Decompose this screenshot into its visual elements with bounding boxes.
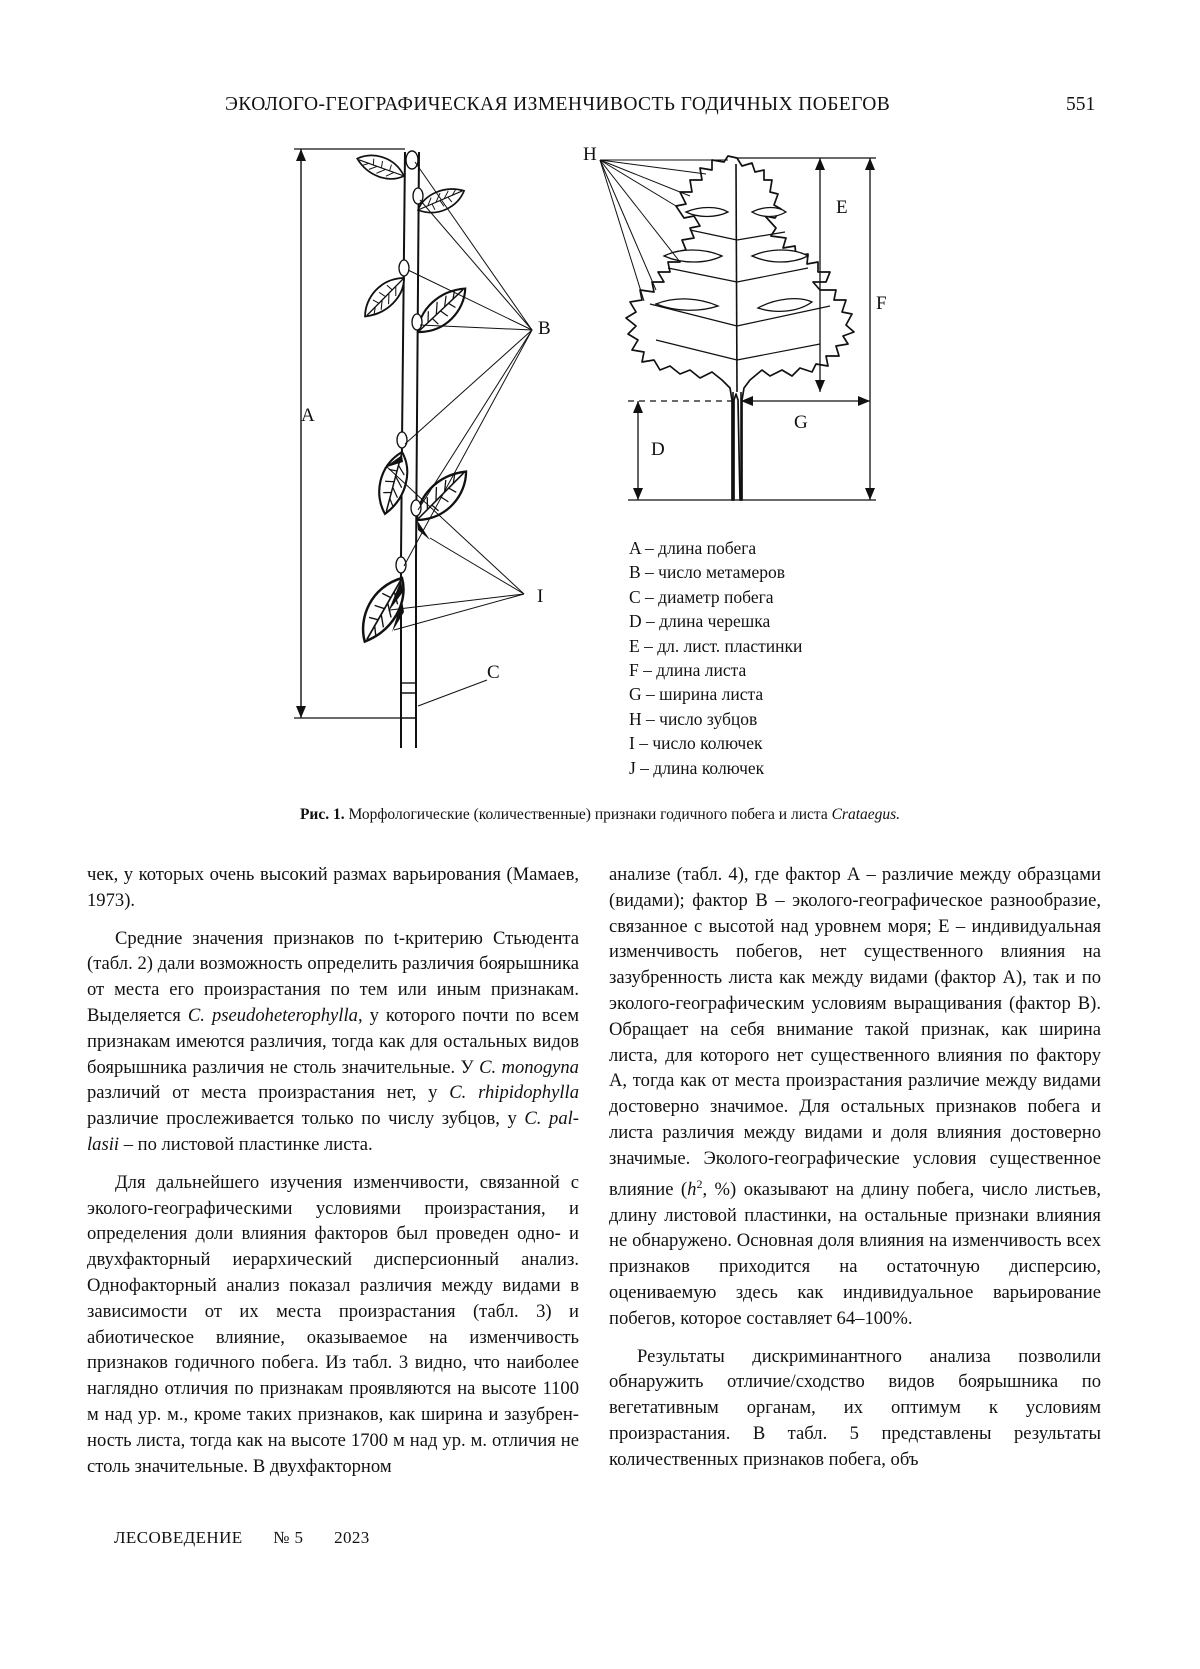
legend-item: D – длина черешка [629, 611, 771, 632]
figure-caption [0, 806, 1200, 824]
publication-year: 2023 [334, 1528, 370, 1547]
legend-item: J – длина колючек [629, 757, 765, 778]
label-g: G [794, 412, 808, 433]
text-run: анализе (табл. 4), где фактор А – различие между образцами (видами); фактор В – эколого-географическое разнообразие, связанное с высотой над уровнем моря; Е – индивидуальная изменчивость побегов, нет существенного влияния на зазубренность листа как между видами (фактор А), так и по эколого-географическим условиям выращивания (фактор В). Обращает на себя внимание такой признак, как ширина листа, для которого нет существенного влияния по фактору А, тогда как от места произрастания различие между видами достоверно значимое. Для остальных признаков побега и листа различия между видами и доля влияния достоверно значимые. Эколого-географические условия существенное влияние ( [609, 864, 1101, 1200]
paragraph: чек, у которых очень высокий размах варьирования (Мамаев, 1973). [87, 864, 579, 911]
caption-genus: Crataegus. [831, 806, 901, 823]
paragraph [87, 926, 579, 1158]
label-d: D [651, 439, 665, 460]
page-footer [114, 1528, 396, 1548]
legend-item: C – диаметр побега [629, 586, 774, 607]
paragraph [609, 862, 1101, 1332]
label-h: H [583, 144, 597, 165]
heritability-symbol: h [687, 1178, 697, 1200]
running-title: ЭКОЛОГО-ГЕОГРАФИЧЕСКАЯ ИЗМЕНЧИВОСТЬ ГОДИЧНЫХ ПОБЕГОВ [225, 94, 891, 115]
shoot-length-dimension [294, 149, 405, 718]
species-name: C. pallasii [87, 1108, 579, 1155]
text-run: различие прослеживается только по числу зубцов, у [87, 1108, 517, 1130]
figure-legend [629, 536, 802, 780]
text-column-left [87, 862, 579, 1491]
text-run: – по листовой пластинке листа. [123, 1133, 373, 1155]
label-e: E [836, 197, 848, 218]
label-b: B [538, 318, 551, 339]
journal-name: ЛЕСОВЕДЕНИЕ [114, 1528, 243, 1547]
superscript: 2 [696, 1176, 703, 1191]
legend-item: E – дл. лист. пластинки [629, 635, 803, 656]
text-column-right [609, 862, 1101, 1485]
caption-label: Рис. 1. [299, 806, 345, 823]
page-number: 551 [1066, 94, 1096, 115]
species-name: C. pseudoheterophylla [187, 1004, 358, 1026]
species-name: C. monogyna [479, 1056, 579, 1078]
label-a: A [301, 405, 315, 426]
text-run: различий от места произрастания нет, у [87, 1082, 438, 1104]
paragraph: Результаты дискриминантного анализа позволили обнаружить отличие/сходство видов боярышника по вегетативным органам, их оптимум к условиям произрастания. В табл. 5 представлены результаты количественных признаков побега, объ [609, 1345, 1101, 1470]
legend-item: I – число колючек [629, 733, 763, 754]
issue-number: № 5 [273, 1528, 304, 1547]
legend-item: G – ширина листа [629, 684, 764, 705]
legend-item: H – число зубцов [629, 708, 758, 729]
shoot-leaves [347, 144, 478, 645]
diameter-leader-line [418, 680, 487, 706]
text-run: , у которого почти по всем признакам имеются различия, тогда как для остальных видов боярышника различия не столь значительные. У [87, 1004, 579, 1078]
text-run: Средние значения признаков по t-критерию Стьюдента (табл. 2) дали возможность определить различия боярышника от места его произрастания по тем или иным признакам. Выделяется [87, 927, 579, 1026]
paragraph: Для дальнейшего изучения изменчивости, связанной с эколого-географическими условиями произрастания, и определения доли влияния факторов был проведен одно- и двухфакторный иерархический дисперсионный анализ. Однофакторный анализ показал различия между видами в зависимости от их места произрастания (табл. 3) и абиотическое влияние, оказываемое на изменчивость признаков годичного побега. Из табл. 3 видно, что наиболее наглядно отличия по признакам проявляются на высоте 1100 м над ур. м., кроме таких признаков, как ширина и зазубренность листа, тогда как на высоте 1700 м над ур. м. отличия не столь значительные. В двухфакторном [87, 1171, 579, 1477]
caption-text: Морфологические (количественные) признаки годичного побега и листа [348, 806, 828, 823]
legend-item: B – число метамеров [629, 562, 786, 583]
legend-item: F – длина листа [629, 660, 747, 681]
figure-1 [0, 0, 1200, 790]
text-run: , %) оказывают на длину побега, число листьев, длину листовой пластинки, на остальные признаки влияния не обнаружено. Основная доля влияния на изменчивость всех признаков приходится на остаточную дисперсию, оцениваемую здесь как индивидуальное варьирование побегов, которое составляет 64–100%. [609, 1178, 1101, 1329]
shoot-stem [400, 151, 419, 748]
legend-item: A – длина побега [629, 538, 757, 558]
species-name: C. rhipidophylla [449, 1082, 579, 1104]
label-i: I [537, 586, 544, 607]
label-f: F [876, 293, 887, 314]
label-c: C [487, 662, 500, 683]
